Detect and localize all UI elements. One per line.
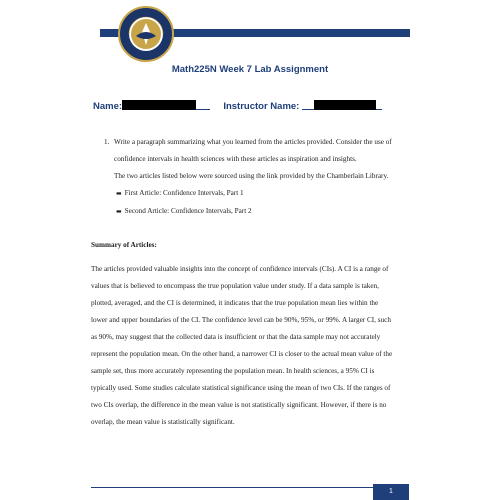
instructor-label: Instructor Name: (223, 101, 300, 112)
article-link-2[interactable] (116, 207, 252, 215)
question-line: The two articles listed below were sourced using the link provided by the Chamberlain Library. (114, 172, 389, 180)
article-label: Second Article: Confidence Intervals, Part 2 (124, 207, 252, 215)
article-link-1[interactable] (116, 189, 244, 197)
folder-icon: ▬ (116, 208, 122, 215)
document-title: Math225N Week 7 Lab Assignment (171, 64, 329, 75)
question-line: Write a paragraph summarizing what you learned from the articles provided. Consider the use of (114, 138, 392, 146)
page-number: 1 (373, 484, 409, 500)
name-label: Name: (93, 101, 123, 112)
summary-line: sample set, thus more accurately representing the population mean. In health sciences, a 95% CI is (91, 367, 375, 375)
college-logo (118, 6, 174, 62)
name-redaction (122, 100, 196, 110)
question-number: 1. (104, 138, 110, 146)
summary-line: two CIs overlap, the difference in the mean value is not statistically significant. However, if there is no (91, 401, 387, 409)
summary-line: typically used. Some studies calculate statistical significance using the mean of two CIs. If the ranges of (91, 384, 391, 392)
name-underline (196, 100, 210, 110)
question-line: confidence intervals in health sciences with these articles as inspiration and insights. (114, 155, 357, 163)
article-label: First Article: Confidence Intervals, Part 1 (124, 189, 244, 197)
logo-emblem (120, 8, 172, 60)
summary-heading: Summary of Articles: (91, 241, 157, 249)
name-fields (93, 100, 382, 112)
summary-line: overlap, the mean value is statistically significant. (91, 418, 235, 426)
folder-icon: ▬ (116, 190, 122, 197)
summary-line: The articles provided valuable insights into the concept of confidence intervals (CIs). A CI is a range of (91, 265, 389, 273)
summary-line: represent the population mean. On the other hand, a narrower CI is closer to the actual mean value of the (91, 350, 393, 358)
summary-line: lower and upper boundaries of the CI. The confidence level can be 90%, 95%, or 99%. A larger CI, such (91, 316, 391, 324)
summary-line: as 90%, may suggest that the collected data is insufficient or that the data sample may not accurately (91, 333, 381, 341)
footer-rule (91, 487, 409, 488)
instructor-underline-right (376, 100, 382, 110)
instructor-underline-left (302, 100, 314, 110)
summary-line: values that is believed to encompass the true population value under study. If a data sample is taken, (91, 282, 379, 290)
instructor-redaction (314, 100, 376, 110)
summary-line: plotted, averaged, and the CI is determined, it indicates that the true population mean lies within the (91, 299, 379, 307)
